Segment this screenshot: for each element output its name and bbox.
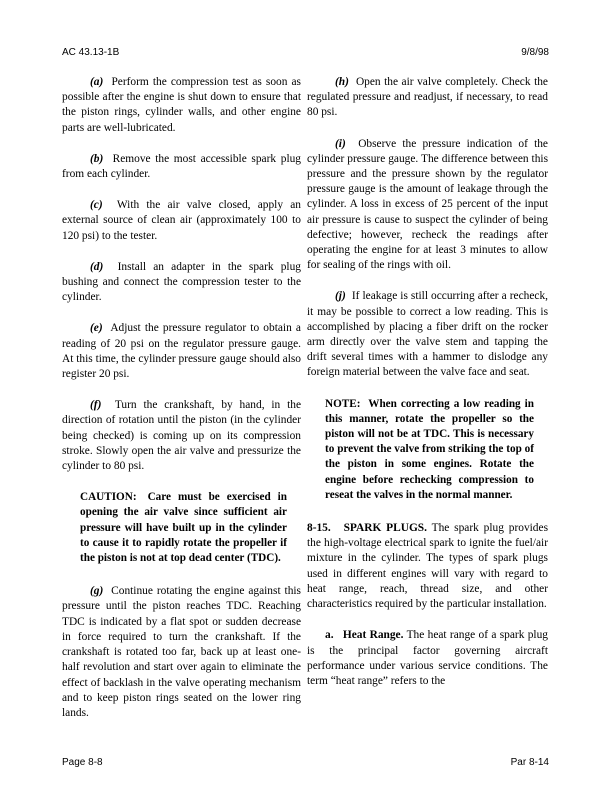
section-text: The spark plug provides the high-voltage electrical spark to ignite the fuel/air mixture in the cylinder. The types of spark plugs used in different engines will vary with regard to heat range, reach, thread size, and other characteristics required by the particular installation. [307,522,548,611]
step-f [62,398,301,474]
step-label: (f) [90,399,102,412]
step-text: If leakage is still occurring after a recheck, it may be possible to correct a low reading. This is accomplished by placing a fiber drift on the rocker arm directly over the valve stem and tapping the drift several times with a hammer to dislodge any foreign material between the valve face and seat. [307,290,548,379]
step-a [62,75,301,136]
step-d [62,260,301,306]
step-label: (h) [335,76,349,88]
section-8-15 [307,521,548,612]
step-label: (d) [90,260,104,273]
step-text: Continue rotating the engine against this pressure until the piston reaches TDC. Reaching TDC is indicated by a flat spot or sudden decrease in force required to turn the crankshaft. If the crankshaft is rotated too far, back up at least one-half revolution and start over again to eliminate the effect of backlash in the valve operating mechanism and to keep piston rings seated on the lower ring lands. [62,585,301,719]
left-column [62,75,301,737]
step-label: (c) [90,199,103,212]
step-i [307,137,548,274]
step-c [62,198,301,244]
step-label: (b) [90,152,104,165]
step-e [62,321,301,382]
step-text: Observe the pressure indication of the cylinder pressure gauge. The difference between this pressure and the pressure shown by the regulator pressure gauge is the amount of leakage through the cylinder. A loss in excess of 25 percent of the input air pressure is cause to suspect the cylinder of being defective; however, recheck the readings after operating the engine for at least 3 minutes to allow for sealing of the rings with oil. [307,137,548,272]
section-title: SPARK PLUGS. [343,522,427,535]
caution-block [80,490,287,566]
step-label: (e) [90,322,103,335]
step-label: (a) [90,76,104,88]
step-g [62,584,301,721]
header-date: 9/8/98 [521,47,549,58]
footer-page-number: Page 8-8 [62,757,103,768]
caution-text: Care must be exercised in opening the air valve since sufficient air pressure will have built up in the cylinder to cause it to rapidly rotate the propeller if the piston is not at top dead center (TDC). [80,491,287,565]
note-text: When correcting a low reading in this manner, rotate the propeller so the piston will not be at TDC. This is necessary to prevent the valve from striking the top of the piston in some engines. Rotate the engine before rechecking compression to reseat the valves in the normal manner. [325,397,534,501]
note-block [325,397,534,503]
step-text: Turn the crankshaft, by hand, in the direction of rotation until the piston (in the cylinder being checked) is coming up on its compression stroke. Slowly open the air valve and pressurize the cylinder to 80 psi. [62,399,301,473]
section-number: 8-15. [307,522,331,535]
step-label: (g) [90,585,104,598]
subsection-title: Heat Range. [342,629,404,642]
step-label: (i) [335,137,346,150]
step-label: (j) [335,290,346,303]
step-h [307,75,548,121]
subsection-text: The heat range of a spark plug is the principal factor governing aircraft performance under various service conditions. The term “heat range” refers to the [307,629,548,687]
step-text: Install an adapter in the spark plug bushing and connect the compression tester to the cylinder. [62,260,301,304]
step-j [307,289,548,380]
step-text: With the air valve closed, apply an external source of clean air (approximately 100 to 120 psi) to the tester. [62,199,301,242]
note-label: NOTE: [325,397,361,410]
step-text: Open the air valve completely. Check the regulated pressure and readjust, if necessary, to read 80 psi. [307,76,548,119]
header-doc-number: AC 43.13-1B [62,47,120,58]
step-text: Adjust the pressure regulator to obtain a reading of 20 psi on the regulator pressure gauge. At this time, the cylinder pressure gauge should also register 20 psi. [62,322,301,381]
caution-label: CAUTION: [80,491,137,504]
footer-paragraph-ref: Par 8-14 [510,757,549,768]
subsection-label: a. [325,629,334,642]
step-text: Remove the most accessible spark plug from each cylinder. [62,152,301,181]
step-b [62,152,301,182]
step-text: Perform the compression test as soon as possible after the engine is shut down to ensure that the piston rings, cylinder walls, and other engine parts are well-lubricated. [62,76,301,134]
subsection-heat-range [307,628,548,689]
right-column [307,75,548,689]
